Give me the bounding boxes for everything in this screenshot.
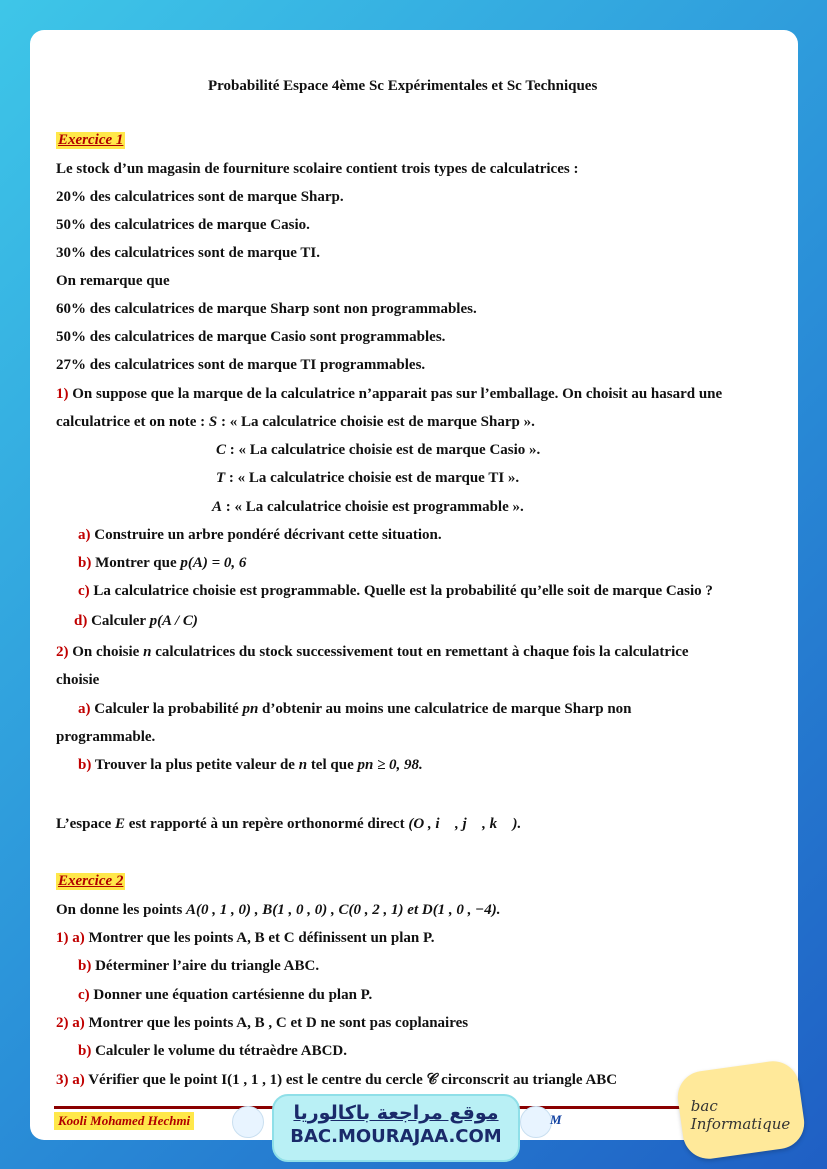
ex1-q2a-cont: programmable. [56,729,156,745]
q2b-math: pn ≥ 0, 98. [357,757,423,773]
q2a-text-2: d’obtenir au moins une calculatrice de marque Sharp non [258,701,632,717]
ex1-line-3: 30% des calculatrices sont de marque TI. [56,245,321,261]
space-e: E [115,816,126,832]
ex1-line-4: On remarque que [56,273,170,289]
ex1-q1a [78,527,442,544]
ex2-q2b-label: b) [78,1043,92,1059]
exercise-2-heading: Exercice 2 [58,873,124,889]
q2-text-b: calculatrices du stock successivement tout en remettant à chaque fois la calculatrice [151,644,689,660]
q2b-text-2: tel que [307,757,358,773]
ex2-q1a-label: a) [72,930,85,946]
q1d-text: Calculer [87,613,150,629]
ex2-q1c [78,987,372,1004]
q1b-label: b) [78,555,92,571]
ex2-q1c-label: c) [78,987,90,1003]
event-c [216,442,540,459]
ex1-line-2: 50% des calculatrices de marque Casio. [56,217,310,233]
ex2-points: A(0 , 1 , 0) , B(1 , 0 , 0) , C(0 , 2 , 1) et D(1 , 0 , −4). [186,902,501,918]
space-math: (O , i⃗ , j⃗ , k⃗ ). [408,816,522,832]
q2a-label: a) [78,701,91,717]
ex1-intro: Le stock d’un magasin de fourniture scolaire contient trois types de calculatrices : [56,161,579,177]
q1-number: 1) [56,386,69,402]
ex1-q2b [78,757,423,774]
event-a-text: : « La calculatrice choisie est programmable ». [222,499,524,515]
event-t-text: : « La calculatrice choisie est de marque TI ». [225,470,520,486]
q2b-text-1: Trouver la plus petite valeur de [91,757,299,773]
q1b-text: Montrer que [91,555,181,571]
ex2-intro [56,902,501,919]
ex2-q1c-text: Donner une équation cartésienne du plan P. [89,987,373,1003]
ex2-q2a-text: Montrer que les points A, B , C et D ne sont pas coplanaires [84,1015,469,1031]
logo-text: bac Informatique [690,1097,791,1134]
ex1-q1b [78,555,246,572]
watermark-site-text: BAC.MOURAJAA.COM [290,1126,502,1147]
q1a-text: Construire un arbre pondéré décrivant cette situation. [90,527,442,543]
q2-number: 2) [56,644,69,660]
ex1-q1c [78,583,713,600]
ex2-q2b-text: Calculer le volume du tétraèdre ABCD. [91,1043,348,1059]
q2a-pn: pn [242,701,259,717]
footer-right-text: M [550,1112,562,1127]
watermark-arabic-text: موقع مراجعة باكالوريا [293,1102,499,1124]
footer-author: Kooli Mohamed Hechmi [54,1112,194,1130]
ex1-q2-line-a [56,644,689,661]
q2b-n: n [298,757,308,773]
q2-n: n [143,644,152,660]
space-statement [56,816,521,833]
ex2-q1b [78,958,319,975]
q1d-math: p(A / C) [149,613,198,629]
q2b-label: b) [78,757,92,773]
event-s-text: : « La calculatrice choisie est de marque Sharp ». [217,414,535,430]
event-t-symbol: T [216,470,226,486]
ex2-q1a [56,930,435,947]
q1b-math: p(A) = 0, 6 [180,555,247,571]
event-c-text: : « La calculatrice choisie est de marque Casio ». [226,442,541,458]
ex2-q3a [56,1071,617,1089]
space-text: L’espace [56,816,116,832]
document-page [30,30,798,1140]
ex2-intro-text: On donne les points [56,902,187,918]
ex2-q3a-text: Vérifier que le point I(1 , 1 , 1) est le centre du cercle 𝒞 circonscrit au triangle ABC [84,1072,618,1088]
event-c-symbol: C [216,442,227,458]
site-watermark-badge[interactable] [272,1094,520,1162]
event-s-symbol: S [208,414,218,430]
q1-text-a: On suppose que la marque de la calculatrice n’apparait pas sur l’emballage. On choisit au hasard une [72,386,723,402]
ex1-line-1: 20% des calculatrices sont de marque Sharp. [56,189,344,205]
event-a-symbol: A [212,499,223,515]
q2-text-a: On choisie [72,644,144,660]
q1d-label: d) [74,613,88,629]
school-logo-icon [232,1106,264,1138]
q1c-text: La calculatrice choisie est programmable. Quelle est la probabilité qu’elle soit de marque Casio ? [89,583,713,599]
event-t [216,470,519,487]
ex1-q2-line-c: choisie [56,672,100,688]
space-rest: est rapporté à un repère orthonormé direct [125,816,409,832]
ex2-q3-number: 3) [56,1072,69,1088]
q1-text-b: calculatrice et on note : [56,414,209,430]
ex1-q1-line-b [56,414,535,431]
ex1-q1-line-a [56,386,722,403]
ex2-q2b [78,1043,347,1060]
ex2-q3a-label: a) [72,1072,85,1088]
q2a-text-1: Calculer la probabilité [90,701,243,717]
q1a-label: a) [78,527,91,543]
ex1-line-5: 60% des calculatrices de marque Sharp sont non programmables. [56,301,477,317]
event-a [212,499,524,516]
q1c-label: c) [78,583,90,599]
ex1-line-7: 27% des calculatrices sont de marque TI programmables. [56,357,426,373]
ex1-line-6: 50% des calculatrices de marque Casio sont programmables. [56,329,446,345]
ex1-q1d [74,613,198,630]
ex2-q1b-text: Déterminer l’aire du triangle ABC. [91,958,320,974]
ex2-q2a [56,1015,468,1032]
ex2-q2-number: 2) [56,1015,69,1031]
page-title: Probabilité Espace 4ème Sc Expérimentales et Sc Techniques [208,78,598,94]
ex2-q1b-label: b) [78,958,92,974]
school-logo-icon-right [520,1106,552,1138]
exercise-1-heading: Exercice 1 [58,132,124,148]
ex2-q1a-text: Montrer que les points A, B et C définissent un plan P. [84,930,435,946]
ex1-q2a [78,701,632,718]
ex2-q2a-label: a) [72,1015,85,1031]
ex2-q1-number: 1) [56,930,69,946]
bac-informatique-logo [674,1058,807,1162]
